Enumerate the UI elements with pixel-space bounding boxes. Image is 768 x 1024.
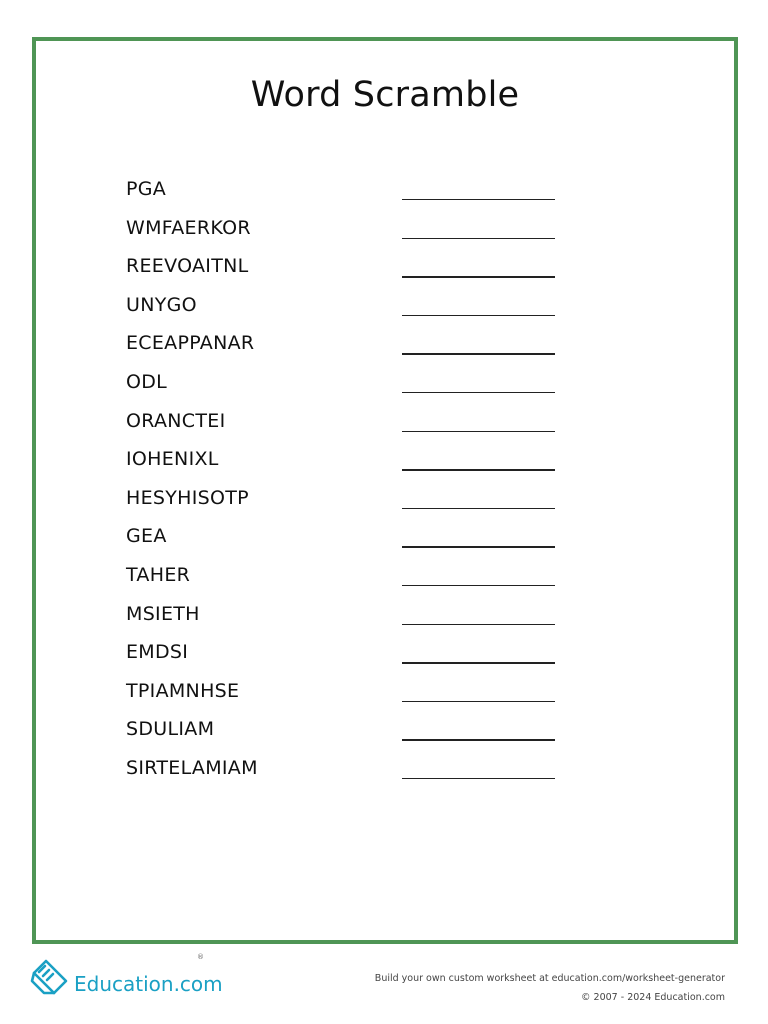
scrambled-word: TPIAMNHSE — [126, 679, 240, 702]
word-row — [126, 214, 626, 253]
answer-line[interactable] — [402, 315, 555, 316]
pencil-paper-icon — [30, 957, 70, 997]
answer-line[interactable] — [402, 739, 555, 741]
word-row — [126, 445, 626, 484]
worksheet-title: Word Scramble — [250, 75, 520, 115]
answer-line[interactable] — [402, 276, 555, 278]
answer-line[interactable] — [402, 778, 555, 779]
answer-line[interactable] — [402, 238, 555, 239]
scrambled-word: EMDSI — [126, 641, 189, 664]
scrambled-word: REEVOAITNL — [126, 255, 249, 278]
build-worksheet-note[interactable]: Build your own custom worksheet at education.com/worksheet-generator — [374, 973, 725, 984]
worksheet-frame — [32, 37, 738, 944]
registered-mark: ® — [197, 953, 204, 961]
scrambled-word: UNYGO — [126, 293, 197, 316]
scrambled-word: ODL — [126, 370, 168, 393]
answer-line[interactable] — [402, 392, 555, 393]
scrambled-word: WMFAERKOR — [126, 216, 251, 239]
logo-wordmark: Education.com — [74, 972, 223, 996]
scrambled-word: IOHENIXL — [126, 448, 219, 471]
word-row — [126, 407, 626, 446]
footer-note — [375, 969, 725, 1007]
word-row — [126, 677, 626, 716]
word-row — [126, 561, 626, 600]
answer-line[interactable] — [402, 546, 555, 548]
word-row — [126, 522, 626, 561]
answer-line[interactable] — [402, 662, 555, 664]
word-row — [126, 484, 626, 523]
scrambled-word: GEA — [126, 525, 167, 548]
word-row — [126, 600, 626, 639]
answer-line[interactable] — [402, 508, 555, 509]
education-logo[interactable] — [30, 955, 223, 999]
word-row — [126, 715, 626, 754]
answer-line[interactable] — [402, 469, 555, 471]
answer-line[interactable] — [402, 353, 555, 355]
word-row — [126, 252, 626, 291]
scrambled-word: HESYHISOTP — [126, 486, 249, 509]
scrambled-word: PGA — [126, 178, 167, 200]
scrambled-word: ECEAPPANAR — [126, 332, 255, 355]
scrambled-word: SIRTELAMIAM — [126, 756, 258, 779]
answer-line[interactable] — [402, 624, 555, 625]
answer-line[interactable] — [402, 431, 555, 432]
scrambled-word: MSIETH — [126, 602, 200, 625]
scrambled-word: SDULIAM — [126, 718, 215, 741]
answer-line[interactable] — [402, 701, 555, 702]
word-row — [126, 175, 626, 214]
answer-line[interactable] — [402, 199, 555, 200]
word-list — [126, 175, 626, 793]
word-row — [126, 754, 626, 793]
scrambled-word: ORANCTEI — [126, 409, 226, 432]
word-row — [126, 368, 626, 407]
scrambled-word: TAHER — [126, 563, 191, 586]
word-row — [126, 638, 626, 677]
copyright-text: © 2007 - 2024 Education.com — [581, 992, 725, 1003]
word-row — [126, 291, 626, 330]
answer-line[interactable] — [402, 585, 555, 586]
word-row — [126, 329, 626, 368]
